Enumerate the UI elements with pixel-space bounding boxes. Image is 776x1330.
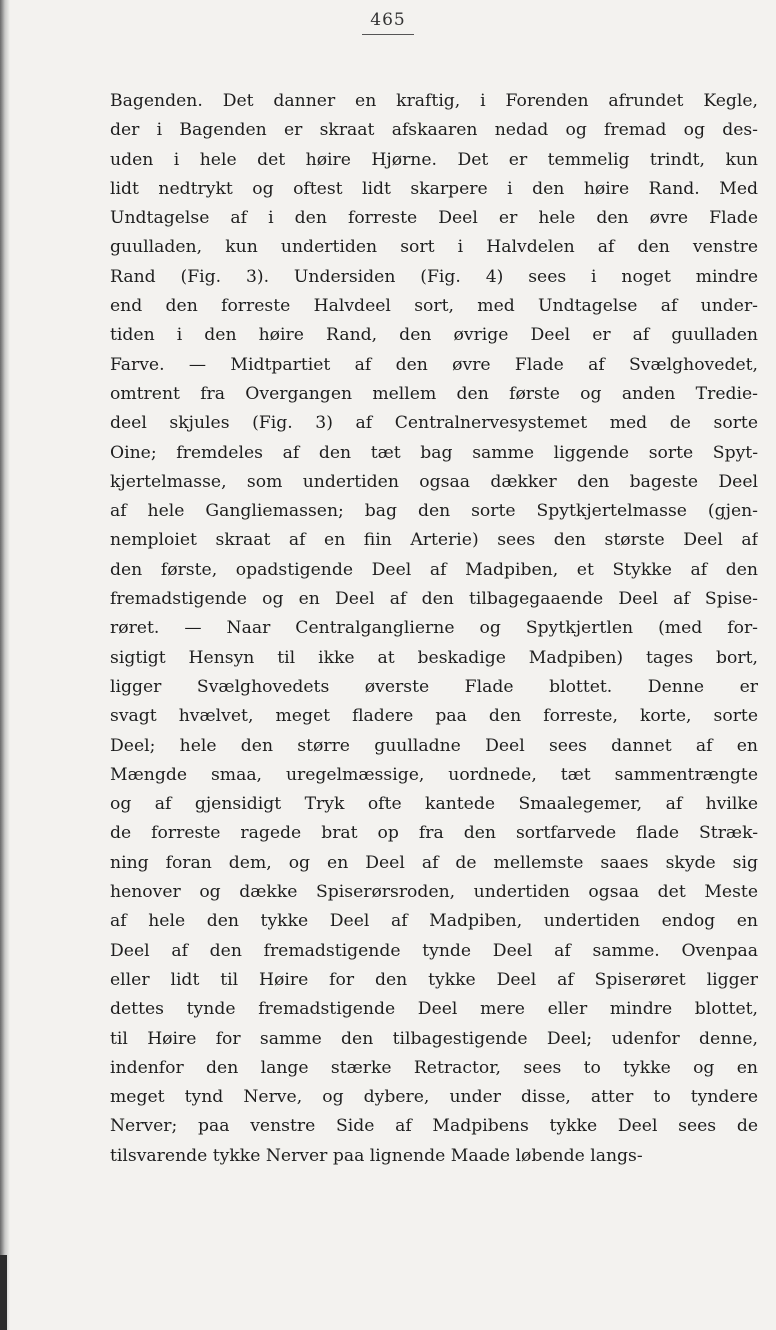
text-line: guulladen, kun undertiden sort i Halvdelen af den venstre xyxy=(110,237,758,258)
text-line: svagt hvælvet, meget fladere paa den forreste, korte, sorte xyxy=(110,706,758,727)
text-line: fremadstigende og en Deel af den tilbagegaaende Deel af Spise- xyxy=(110,589,758,610)
body-text xyxy=(110,87,758,1171)
text-line: Farve. — Midtpartiet af den øvre Flade af Svælghovedet, xyxy=(110,354,758,375)
text-line: uden i hele det høire Hjørne. Det er temmelig trindt, kun xyxy=(110,149,758,170)
book-spine-shadow xyxy=(0,0,10,1330)
text-line: meget tynd Nerve, og dybere, under disse, atter to tyndere xyxy=(110,1087,758,1108)
text-line: eller lidt til Høire for den tykke Deel af Spiserøret ligger xyxy=(110,969,758,990)
text-line: omtrent fra Overgangen mellem den første og anden Tredie- xyxy=(110,383,758,404)
text-line: end den forreste Halvdeel sort, med Undtagelse af under- xyxy=(110,296,758,317)
text-line: henover og dække Spiserørsroden, undertiden ogsaa det Meste xyxy=(110,882,758,903)
text-line: Bagenden. Det danner en kraftig, i Forenden afrundet Kegle, xyxy=(110,91,758,111)
text-line: Mængde smaa, uregelmæssige, uordnede, tæt sammentrængte xyxy=(110,764,758,785)
text-line: og af gjensidigt Tryk ofte kantede Smaalegemer, af hvilke xyxy=(110,794,758,815)
text-line: den første, opadstigende Deel af Madpiben, et Stykke af den xyxy=(110,559,758,580)
text-line: kjertelmasse, som undertiden ogsaa dækker den bageste Deel xyxy=(110,471,758,492)
text-line: ning foran dem, og en Deel af de mellemste saaes skyde sig xyxy=(110,852,758,873)
text-line: Oine; fremdeles af den tæt bag samme liggende sorte Spyt- xyxy=(110,442,758,463)
text-line: ligger Svælghovedets øverste Flade blottet. Denne er xyxy=(110,676,758,697)
text-line: Deel af den fremadstigende tynde Deel af samme. Ovenpaa xyxy=(110,940,758,961)
page-number-underline xyxy=(362,34,414,35)
text-line: røret. — Naar Centralganglierne og Spytkjertlen (med for- xyxy=(110,618,758,639)
text-line: tilsvarende tykke Nerver paa lignende Maade løbende langs- xyxy=(110,1145,643,1166)
page-number: 465 xyxy=(370,10,406,30)
book-spine-edge xyxy=(0,1255,7,1330)
text-line: af hele Gangliemassen; bag den sorte Spytkjertelmasse (gjen- xyxy=(110,501,758,522)
text-line: nemploiet skraat af en fiin Arterie) sees den største Deel af xyxy=(110,530,758,551)
text-line: de forreste ragede brat op fra den sortfarvede flade Stræk- xyxy=(110,823,758,844)
text-line: Rand (Fig. 3). Undersiden (Fig. 4) sees i noget mindre xyxy=(110,266,758,287)
text-line: sigtigt Hensyn til ikke at beskadige Madpiben) tages bort, xyxy=(110,647,758,668)
text-line: dettes tynde fremadstigende Deel mere eller mindre blottet, xyxy=(110,999,758,1020)
text-line: Nerver; paa venstre Side af Madpibens tykke Deel sees de xyxy=(110,1116,758,1137)
text-line: der i Bagenden er skraat afskaaren nedad og fremad og des- xyxy=(110,120,758,141)
text-line: Deel; hele den større guulladne Deel sees dannet af en xyxy=(110,735,758,756)
text-line: lidt nedtrykt og oftest lidt skarpere i den høire Rand. Med xyxy=(110,178,758,199)
text-line: til Høire for samme den tilbagestigende Deel; udenfor denne, xyxy=(110,1028,758,1049)
text-line: deel skjules (Fig. 3) af Centralnervesystemet med de sorte xyxy=(110,413,758,434)
text-line: Undtagelse af i den forreste Deel er hele den øvre Flade xyxy=(110,208,758,229)
text-line: af hele den tykke Deel af Madpiben, undertiden endog en xyxy=(110,911,758,932)
text-line: indenfor den lange stærke Retractor, sees to tykke og en xyxy=(110,1057,758,1078)
text-line: tiden i den høire Rand, den øvrige Deel er af guulladen xyxy=(110,325,758,346)
